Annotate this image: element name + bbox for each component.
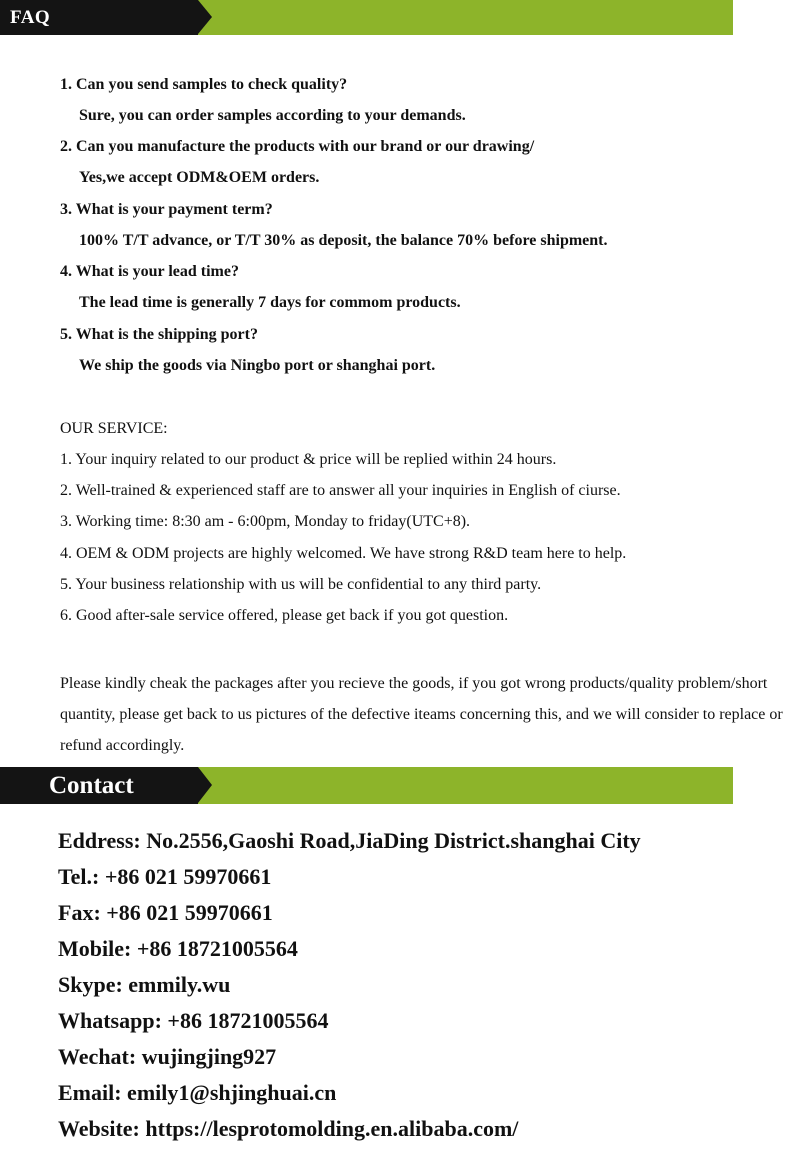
- contact-fax: Fax: +86 021 59970661: [58, 900, 273, 925]
- faq-question-4: 4. What is your lead time?: [60, 263, 239, 280]
- banner-arrow-shape: [198, 767, 212, 803]
- contact-whatsapp: Whatsapp: +86 18721005564: [58, 1008, 329, 1033]
- faq-answer-4: The lead time is generally 7 days for commom products.: [79, 294, 461, 311]
- contact-skype: Skype: emmily.wu: [58, 972, 231, 997]
- service-item-5: 5. Your business relationship with us will be confidential to any third party.: [60, 576, 542, 593]
- contact-title: Contact: [49, 772, 134, 799]
- faq-answer-3: 100% T/T advance, or T/T 30% as deposit, the balance 70% before shipment.: [79, 232, 608, 249]
- contact-address: Eddress: No.2556,Gaoshi Road,JiaDing District.shanghai City: [58, 828, 641, 853]
- service-heading: OUR SERVICE:: [60, 420, 168, 437]
- service-item-4: 4. OEM & ODM projects are highly welcomed. We have strong R&D team here to help.: [60, 545, 627, 562]
- faq-banner: [0, 0, 733, 35]
- faq-question-2: 2. Can you manufacture the products with our brand or our drawing/: [60, 138, 535, 155]
- contact-email: Email: emily1@shjinghuai.cn: [58, 1080, 337, 1105]
- service-item-6: 6. Good after-sale service offered, please get back if you got question.: [60, 607, 509, 624]
- faq-answer-5: We ship the goods via Ningbo port or shanghai port.: [79, 357, 436, 374]
- faq-title: FAQ: [10, 7, 51, 28]
- service-item-2: 2. Well-trained & experienced staff are to answer all your inquiries in English of ciurse.: [60, 482, 621, 499]
- service-item-3: 3. Working time: 8:30 am - 6:00pm, Monday to friday(UTC+8).: [60, 513, 471, 530]
- contact-mobile: Mobile: +86 18721005564: [58, 936, 298, 961]
- faq-answer-2: Yes,we accept ODM&OEM orders.: [79, 169, 320, 186]
- return-policy-note: Please kindly cheak the packages after you recieve the goods, if you got wrong products/quality problem/short quantity, please get back to us pictures of the defective iteams concerning this, and we will consider to replace or refund accordingly.: [60, 675, 783, 754]
- contact-wechat: Wechat: wujingjing927: [58, 1044, 277, 1069]
- contact-tel: Tel.: +86 021 59970661: [58, 864, 272, 889]
- service-item-1: 1. Your inquiry related to our product & price will be replied within 24 hours.: [60, 451, 557, 468]
- contact-banner: [0, 767, 733, 804]
- faq-question-1: 1. Can you send samples to check quality?: [60, 76, 348, 93]
- faq-question-3: 3. What is your payment term?: [60, 201, 273, 218]
- banner-arrow-shape: [198, 0, 212, 34]
- faq-answer-1: Sure, you can order samples according to your demands.: [79, 107, 466, 124]
- faq-question-5: 5. What is the shipping port?: [60, 326, 258, 343]
- contact-website: Website: https://lesprotomolding.en.alibaba.com/: [58, 1116, 519, 1141]
